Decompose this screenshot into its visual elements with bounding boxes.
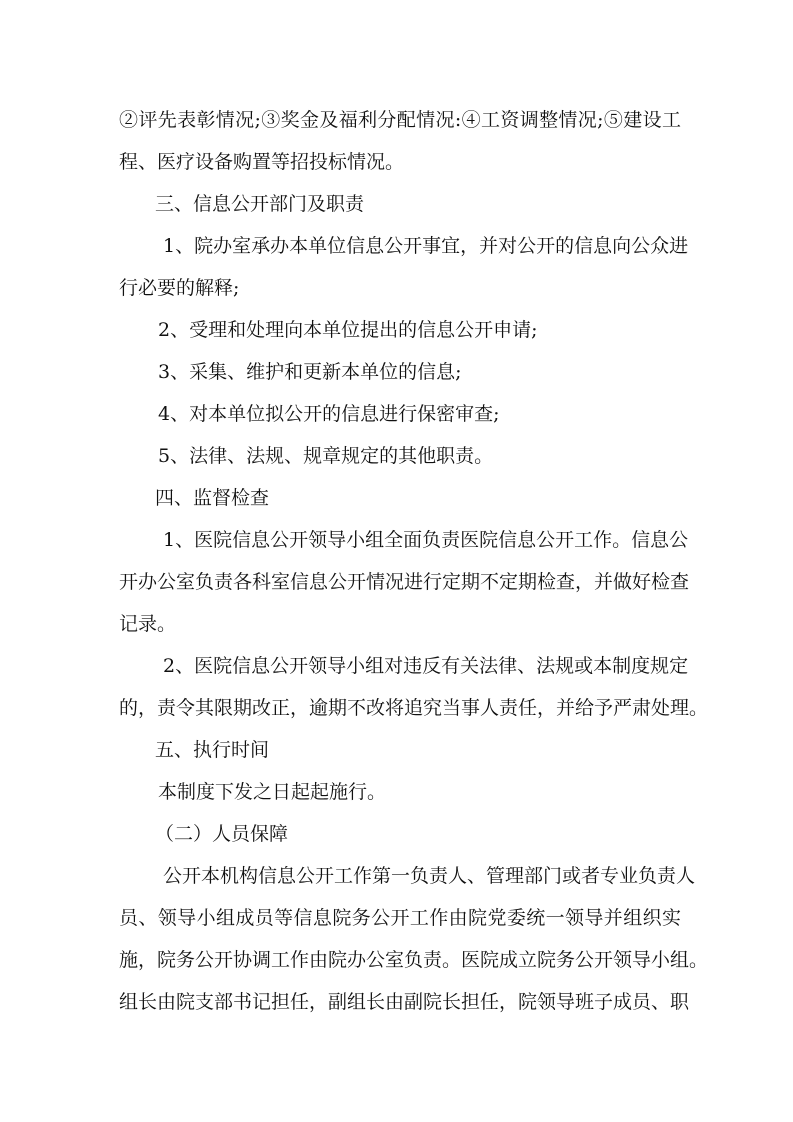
paragraph-line: 程、医疗设备购置等招投标情况。	[119, 151, 405, 173]
paragraph-line: 行必要的解释;	[119, 277, 240, 299]
paragraph-line: 的，责令其限期改正，逾期不改将追究当事人责任，并给予严肃处理。	[119, 697, 709, 719]
paragraph-line: 2、医院信息公开领导小组对违反有关法律、法规或本制度规定	[163, 655, 689, 677]
section-heading: 五、执行时间	[155, 739, 270, 761]
paragraph-line: 组长由院支部书记担任，副组长由副院长担任，院领导班子成员、职	[119, 991, 690, 1013]
paragraph-line: 1、院办室承办本单位信息公开事宜，并对公开的信息向公众进	[163, 235, 689, 257]
paragraph-line: 本制度下发之日起起施行。	[158, 781, 387, 803]
section-heading: 三、信息公开部门及职责	[155, 193, 365, 215]
section-heading: （二）人员保障	[155, 823, 289, 845]
list-item: 3、采集、维护和更新本单位的信息;	[158, 361, 462, 383]
paragraph-line: 开办公室负责各科室信息公开情况进行定期不定期检查，并做好检查	[119, 571, 690, 593]
list-item: 4、对本单位拟公开的信息进行保密审查;	[158, 403, 500, 425]
paragraph-line: 记录。	[119, 613, 177, 635]
paragraph-line: 1、医院信息公开领导小组全面负责医院信息公开工作。信息公	[163, 529, 689, 551]
paragraph-line: 施，院务公开协调工作由院办公室负责。医院成立院务公开领导小组。	[119, 949, 709, 971]
paragraph-line: 公开本机构信息公开工作第一负责人、管理部门或者专业负责人	[163, 865, 696, 887]
list-item: 5、法律、法规、规章规定的其他职责。	[158, 445, 494, 467]
paragraph-line: 员、领导小组成员等信息院务公开工作由院党委统一领导并组织实	[119, 907, 681, 929]
paragraph-line: ②评先表彰情况;③奖金及福利分配情况:④工资调整情况;⑤建设工	[119, 109, 681, 131]
section-heading: 四、监督检查	[155, 487, 270, 509]
list-item: 2、受理和处理向本单位提出的信息公开申请;	[158, 319, 538, 341]
